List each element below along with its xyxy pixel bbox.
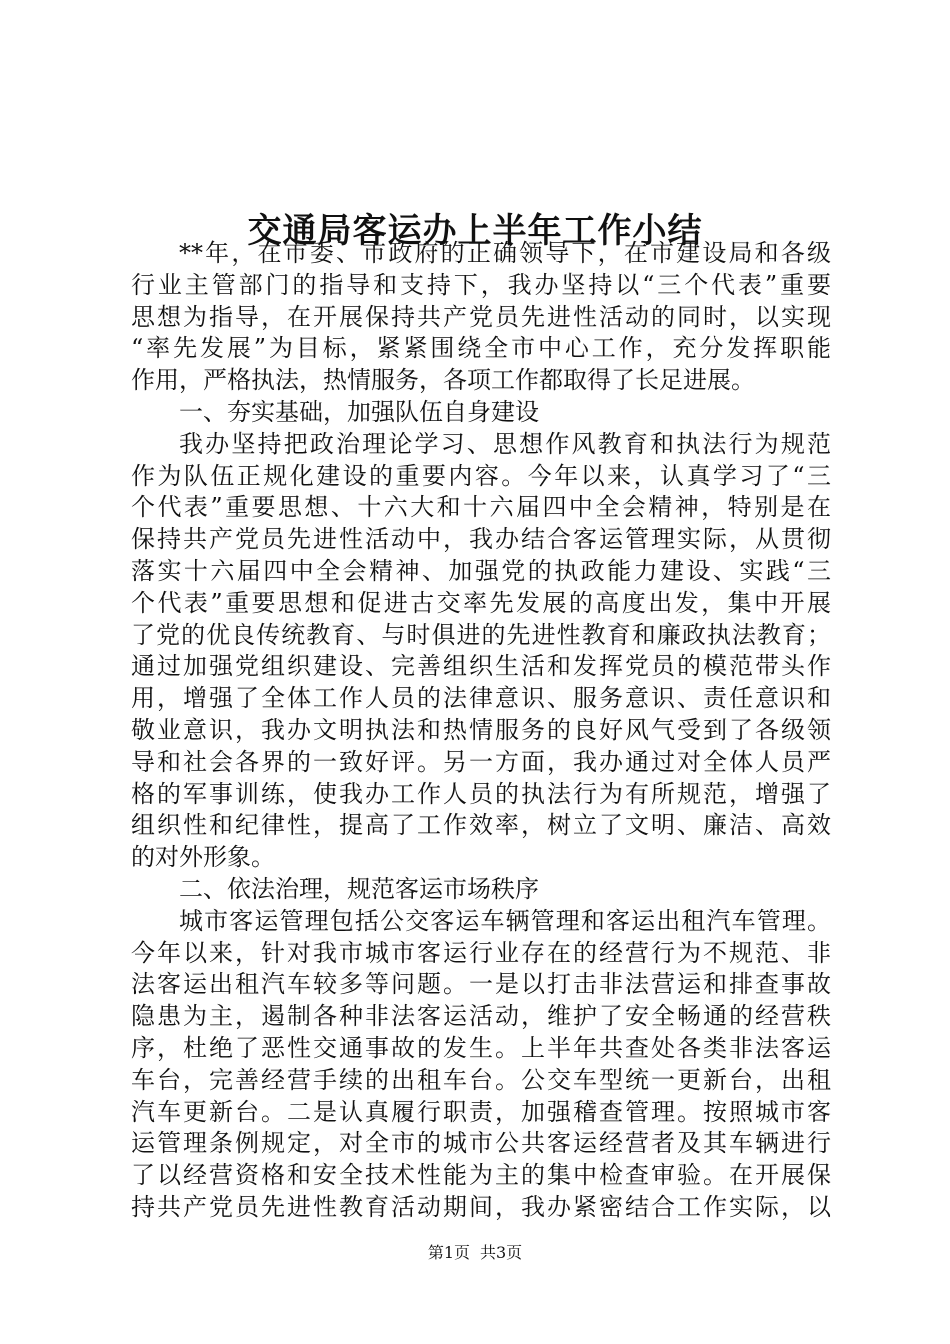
- text-line: 作用，严格执法，热情服务，各项工作都取得了长足进展。: [131, 366, 755, 395]
- text-line: 作为队伍正规化建设的重要内容。今年以来，认真学习了“三: [131, 461, 831, 490]
- text-line: 今年以来，针对我市城市客运行业存在的经营行为不规范、非: [131, 938, 831, 967]
- text-line: 法客运出租汽车较多等问题。一是以打击非法营运和排查事故: [131, 970, 831, 999]
- text-line: 序，杜绝了恶性交通事故的发生。上半年共查处各类非法客运: [131, 1033, 831, 1062]
- text-line: 的对外形象。: [131, 843, 275, 872]
- text-line: 车台，完善经营手续的出租车台。公交车型统一更新台，出租: [131, 1065, 831, 1094]
- text-line: 用，增强了全体工作人员的法律意识、服务意识、责任意识和: [131, 684, 831, 713]
- page-footer: [0, 1243, 950, 1263]
- text-line: 持共产党员先进性教育活动期间，我办紧密结合工作实际，以: [131, 1192, 831, 1221]
- text-line: “率先发展”为目标，紧紧围绕全市中心工作，充分发挥职能: [131, 334, 831, 363]
- text-line: **年，在市委、市政府的正确领导下，在市建设局和各级: [179, 239, 831, 267]
- text-line: 组织性和纪律性，提高了工作效率，树立了文明、廉洁、高效: [131, 811, 831, 840]
- text-line: 我办坚持把政治理论学习、思想作风教育和执法行为规范: [179, 429, 831, 458]
- text-line: 了党的优良传统教育、与时俱进的先进性教育和廉政执法教育；: [131, 620, 831, 649]
- text-line: 个代表”重要思想、十六大和十六届四中全会精神，特别是在: [131, 493, 831, 522]
- text-line: 个代表”重要思想和促进古交率先发展的高度出发，集中开展: [131, 588, 831, 617]
- text-line: 格的军事训练，使我办工作人员的执法行为有所规范，增强了: [131, 779, 831, 808]
- page-total: 共3页: [480, 1243, 523, 1262]
- document-body: [131, 238, 831, 1224]
- text-line: 落实十六届四中全会精神、加强党的执政能力建设、实践“三: [131, 556, 831, 585]
- text-line: 导和社会各界的一致好评。另一方面，我办通过对全体人员严: [131, 747, 831, 776]
- text-line: 隐患为主，遏制各种非法客运活动，维护了安全畅通的经营秩: [131, 1002, 831, 1031]
- text-line: 思想为指导，在开展保持共产党员先进性活动的同时，以实现: [131, 302, 831, 331]
- text-line: 运管理条例规定，对全市的城市公共客运经营者及其车辆进行: [131, 1129, 831, 1158]
- text-line: 敬业意识，我办文明执法和热情服务的良好风气受到了各级领: [131, 715, 831, 744]
- text-line: 保持共产党员先进性活动中，我办结合客运管理实际，从贯彻: [131, 525, 831, 554]
- text-line: 了以经营资格和安全技术性能为主的集中检查审验。在开展保: [131, 1161, 831, 1190]
- page-number: 第1页: [427, 1243, 470, 1262]
- page-title: 交通局客运办上半年工作小结: [247, 210, 703, 251]
- text-line: 汽车更新台。二是认真履行职责，加强稽查管理。按照城市客: [131, 1097, 831, 1126]
- text-line: 二、依法治理，规范客运市场秩序: [179, 874, 539, 903]
- text-line: 通过加强党组织建设、完善组织生活和发挥党员的模范带头作: [131, 652, 831, 681]
- text-line: 行业主管部门的指导和支持下，我办坚持以“三个代表”重要: [131, 270, 831, 299]
- text-line: 一、夯实基础，加强队伍自身建设: [179, 397, 539, 426]
- text-line: 城市客运管理包括公交客运车辆管理和客运出租汽车管理。: [179, 906, 831, 935]
